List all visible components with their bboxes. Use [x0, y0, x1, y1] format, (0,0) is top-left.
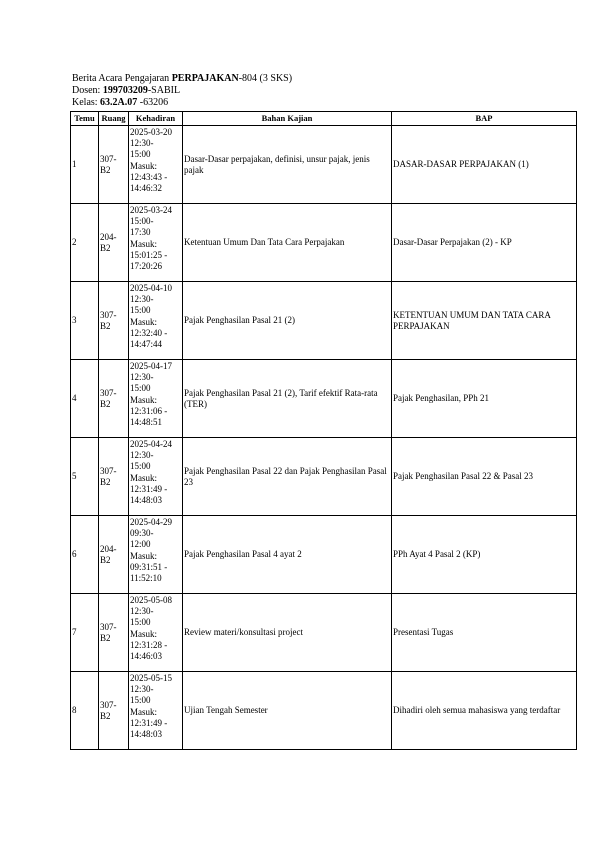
temu-number: 5 [72, 471, 77, 481]
kehadiran-time-end: 15:00 [130, 617, 151, 628]
course-line [72, 73, 292, 85]
table-row [71, 282, 577, 360]
cell-bahan-kajian [183, 438, 392, 516]
kehadiran-masuk-start: 12:31:06 - [130, 405, 168, 416]
temu-number: 1 [72, 159, 77, 169]
cell-ruang [99, 282, 129, 360]
bahan-kajian-text: Review materi/konsultasi project [184, 627, 303, 637]
course-prefix: Berita Acara Pengajaran [72, 73, 172, 84]
cell-temu [71, 282, 99, 360]
kelas-prefix: Kelas: [72, 97, 101, 108]
cell-ruang [99, 204, 129, 282]
ruang-line-1: 204- [100, 231, 117, 242]
ruang-line-2: B2 [100, 164, 111, 175]
cell-ruang [99, 360, 129, 438]
ruang-line-2: B2 [100, 398, 111, 409]
bap-text: PPh Ayat 4 Pasal 2 (KP) [393, 549, 481, 559]
col-header-kehadiran: Kehadiran [129, 112, 183, 126]
kehadiran-masuk-label: Masuk: [130, 160, 157, 171]
ruang-line-1: 307- [100, 621, 117, 632]
dosen-name: -SABIL [147, 85, 181, 96]
kehadiran-masuk-end: 14:47:44 [130, 339, 163, 350]
cell-ruang [99, 126, 129, 204]
bap-text: DASAR-DASAR PERPAJAKAN (1) [393, 159, 529, 169]
table-row [71, 594, 577, 672]
cell-temu [71, 438, 99, 516]
col-header-temu: Temu [71, 112, 99, 126]
cell-kehadiran [129, 204, 183, 282]
cell-bap [392, 438, 577, 516]
kehadiran-masuk-end: 14:48:03 [130, 729, 163, 740]
ruang-line-1: 307- [100, 153, 117, 164]
cell-temu [71, 126, 99, 204]
kehadiran-time-start: 15:00- [130, 216, 154, 227]
course-name: PERPAJAKAN [171, 73, 239, 84]
cell-ruang [99, 672, 129, 750]
kehadiran-date: 2025-04-17 [130, 361, 172, 371]
kehadiran-masuk-label: Masuk: [130, 394, 157, 405]
bahan-kajian-text: Ujian Tengah Semester [184, 705, 268, 715]
kehadiran-time-start: 12:30- [130, 606, 154, 617]
temu-number: 4 [72, 393, 77, 403]
temu-number: 2 [72, 237, 77, 247]
kelas-line [72, 97, 292, 109]
bahan-kajian-text: Pajak Penghasilan Pasal 21 (2), Tarif efektif Rata-rata (TER) [184, 387, 378, 409]
table-row [71, 360, 577, 438]
cell-bahan-kajian [183, 282, 392, 360]
kehadiran-time-end: 17:30 [130, 227, 151, 238]
cell-kehadiran [129, 594, 183, 672]
kehadiran-masuk-label: Masuk: [130, 550, 157, 561]
cell-kehadiran [129, 672, 183, 750]
cell-bap [392, 126, 577, 204]
kehadiran-masuk-start: 12:31:28 - [130, 639, 168, 650]
kehadiran-masuk-start: 15:01:25 - [130, 249, 168, 260]
kehadiran-time-start: 12:30- [130, 450, 154, 461]
kehadiran-date: 2025-04-29 [130, 517, 172, 527]
cell-kehadiran [129, 126, 183, 204]
kehadiran-date: 2025-05-08 [130, 595, 172, 605]
kehadiran-masuk-end: 17:20:26 [130, 261, 163, 272]
document-header [72, 73, 292, 109]
kelas-code: 63.2A.07 [100, 97, 138, 108]
course-suffix: -804 (3 SKS) [238, 73, 293, 84]
cell-bahan-kajian [183, 204, 392, 282]
ruang-line-1: 307- [100, 309, 117, 320]
cell-temu [71, 672, 99, 750]
bap-text: Presentasi Tugas [393, 627, 454, 637]
kehadiran-date: 2025-04-24 [130, 439, 172, 449]
table-header-row [71, 112, 577, 126]
kehadiran-time-start: 12:30- [130, 294, 154, 305]
kehadiran-masuk-label: Masuk: [130, 628, 157, 639]
col-header-bap: BAP [392, 112, 577, 126]
cell-bap [392, 594, 577, 672]
table-row [71, 672, 577, 750]
kehadiran-date: 2025-03-20 [130, 127, 172, 137]
ruang-line-2: B2 [100, 554, 111, 565]
table-row [71, 438, 577, 516]
cell-bahan-kajian [183, 672, 392, 750]
table-row [71, 516, 577, 594]
kehadiran-masuk-end: 14:48:03 [130, 495, 163, 506]
kehadiran-time-start: 12:30- [130, 684, 154, 695]
cell-kehadiran [129, 438, 183, 516]
col-header-bahan-kajian: Bahan Kajian [183, 112, 392, 126]
cell-bap [392, 204, 577, 282]
kehadiran-time-start: 12:30- [130, 138, 154, 149]
ruang-line-1: 307- [100, 465, 117, 476]
kehadiran-masuk-end: 14:46:32 [130, 183, 163, 194]
kehadiran-masuk-end: 14:46:03 [130, 651, 163, 662]
kehadiran-masuk-start: 12:31:49 - [130, 483, 168, 494]
cell-kehadiran [129, 516, 183, 594]
cell-temu [71, 516, 99, 594]
cell-ruang [99, 516, 129, 594]
kehadiran-time-end: 15:00 [130, 695, 151, 706]
temu-number: 8 [72, 705, 77, 715]
cell-ruang [99, 594, 129, 672]
kehadiran-masuk-label: Masuk: [130, 472, 157, 483]
kehadiran-masuk-start: 12:31:49 - [130, 717, 168, 728]
cell-bahan-kajian [183, 516, 392, 594]
bahan-kajian-text: Pajak Penghasilan Pasal 4 ayat 2 [184, 549, 302, 559]
table-row [71, 126, 577, 204]
ruang-line-2: B2 [100, 632, 111, 643]
kehadiran-date: 2025-04-10 [130, 283, 172, 293]
bap-text: Dihadiri oleh semua mahasiswa yang terdaftar [393, 705, 561, 715]
kehadiran-time-end: 15:00 [130, 149, 151, 160]
cell-bap [392, 672, 577, 750]
cell-bap [392, 360, 577, 438]
cell-bahan-kajian [183, 594, 392, 672]
temu-number: 3 [72, 315, 77, 325]
bap-text: Dasar-Dasar Perpajakan (2) - KP [393, 237, 512, 247]
kehadiran-masuk-label: Masuk: [130, 316, 157, 327]
dosen-prefix: Dosen: [72, 85, 103, 96]
cell-bap [392, 282, 577, 360]
kehadiran-date: 2025-03-24 [130, 205, 172, 215]
ruang-line-1: 204- [100, 543, 117, 554]
bahan-kajian-text: Ketentuan Umum Dan Tata Cara Perpajakan [184, 237, 345, 247]
cell-bahan-kajian [183, 360, 392, 438]
ruang-line-2: B2 [100, 242, 111, 253]
kehadiran-masuk-start: 09:31:51 - [130, 561, 168, 572]
dosen-id: 199703209 [102, 85, 148, 96]
cell-temu [71, 204, 99, 282]
kehadiran-time-end: 15:00 [130, 461, 151, 472]
bahan-kajian-text: Dasar-Dasar perpajakan, definisi, unsur pajak, jenis pajak [184, 153, 370, 175]
kehadiran-time-end: 15:00 [130, 305, 151, 316]
cell-temu [71, 594, 99, 672]
table-row [71, 204, 577, 282]
cell-kehadiran [129, 282, 183, 360]
bap-text: Pajak Penghasilan, PPh 21 [393, 393, 489, 403]
kehadiran-time-end: 12:00 [130, 539, 151, 550]
kelas-suffix: -63206 [137, 97, 169, 108]
kehadiran-masuk-start: 12:43:43 - [130, 171, 168, 182]
kehadiran-masuk-start: 12:32:40 - [130, 327, 168, 338]
kehadiran-masuk-end: 11:52:10 [130, 573, 162, 584]
bap-text: Pajak Penghasilan Pasal 22 & Pasal 23 [393, 471, 533, 481]
kehadiran-time-end: 15:00 [130, 383, 151, 394]
cell-ruang [99, 438, 129, 516]
temu-number: 7 [72, 627, 77, 637]
kehadiran-masuk-label: Masuk: [130, 706, 157, 717]
ruang-line-2: B2 [100, 710, 111, 721]
bap-table [70, 111, 577, 750]
bahan-kajian-text: Pajak Penghasilan Pasal 22 dan Pajak Penghasilan Pasal 23 [184, 465, 387, 487]
kehadiran-time-start: 12:30- [130, 372, 154, 383]
cell-bahan-kajian [183, 126, 392, 204]
cell-bap [392, 516, 577, 594]
kehadiran-masuk-label: Masuk: [130, 238, 157, 249]
bahan-kajian-text: Pajak Penghasilan Pasal 21 (2) [184, 315, 295, 325]
ruang-line-1: 307- [100, 699, 117, 710]
ruang-line-2: B2 [100, 320, 111, 331]
bap-text: KETENTUAN UMUM DAN TATA CARA PERPAJAKAN [393, 309, 551, 331]
kehadiran-masuk-end: 14:48:51 [130, 417, 163, 428]
temu-number: 6 [72, 549, 77, 559]
ruang-line-2: B2 [100, 476, 111, 487]
kehadiran-date: 2025-05-15 [130, 673, 172, 683]
cell-kehadiran [129, 360, 183, 438]
dosen-line [72, 85, 292, 97]
col-header-ruang: Ruang [99, 112, 129, 126]
ruang-line-1: 307- [100, 387, 117, 398]
cell-temu [71, 360, 99, 438]
kehadiran-time-start: 09:30- [130, 528, 154, 539]
